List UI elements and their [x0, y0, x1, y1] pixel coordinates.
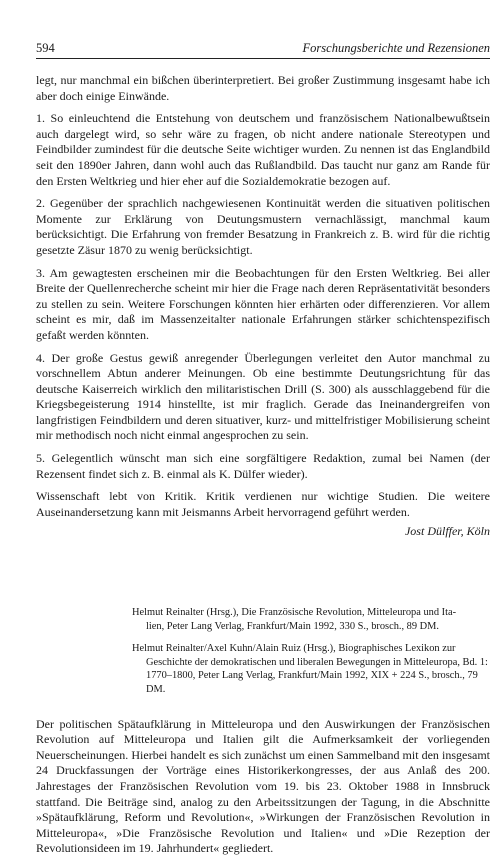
citation-1-first-line: Helmut Reinalter (Hrsg.), Die Französische Revolution, Mitteleuropa und Ita-	[132, 607, 457, 619]
paragraph-point-2: 2. Gegenüber der sprachlich nachgewiesenen Kontinuität werden die situativen politischen Momente zur Erklärung von Deutungsmustern vernachlässigt, manchmal kaum berücksichtigt. Die Erfahrung von fremder Besatzung in Frankreich z. B. wird für die richtig gesetzte Zäsur 1870 zu wenig berücksichtigt.	[36, 196, 490, 257]
citation-2	[132, 642, 490, 696]
page-number: 594	[36, 41, 55, 55]
review-body	[36, 73, 490, 520]
paragraph-continuation: legt, nur manchmal ein bißchen überinterpretiert. Bei großer Zustimmung insgesamt habe ich aber doch einige Einwände.	[36, 73, 490, 103]
paragraph-point-3: 3. Am gewagtesten erscheinen mir die Beobachtungen für den Ersten Weltkrieg. Bei aller Breite der Quellenrecherche scheint mir hier die Frage nach deren Repräsentativität besonders zu stellen zu sein. Weitere Forschungen könnten hier erhärten oder differenzieren. Vor allem scheint es mir, daß im Massenzeitalter nationale Erfahrungen stärker schichtenspezifisch gefaßt werden könnten.	[36, 265, 490, 342]
paragraph-point-4: 4. Der große Gestus gewiß anregender Überlegungen verleitet den Autor manchmal zu vorschnellem Abtun anderer Meinungen. Ob eine bestimmte Deutungsrichtung für das deutsche Kaiserreich wirklich den militaristischen Drill (S. 300) als ausschlaggebend für die Kriegsbegeisterung 1914 hinstellte, ist mir fraglich. Gerade das Ineinandergreifen von langfristigen Feindbildern und deren situativer, kurz- und mittelfristiger Mobilisierung scheint mir methodisch noch nicht einmal angesprochen zu sein.	[36, 350, 490, 443]
page-header	[36, 40, 490, 59]
paragraph-point-5: 5. Gelegentlich wünscht man sich eine sorgfältigere Redaktion, zumal bei Namen (der Rezensent findet sich z. B. einmal als K. Dülfer wieder).	[36, 451, 490, 481]
citation-2-continuation: Geschichte der demokratischen und liberalen Bewegungen in Mitteleuropa, Bd. 1: 1770–1800, Peter Lang Verlag, Frankfurt/Main 1992, XIX + 224 S., brosch., 79 DM.	[146, 656, 488, 695]
citation-1-continuation: lien, Peter Lang Verlag, Frankfurt/Main 1992, 330 S., brosch., 89 DM.	[146, 620, 440, 632]
book-citations	[132, 606, 490, 697]
new-review-body	[36, 717, 490, 857]
paragraph-conclusion: Wissenschaft lebt von Kritik. Kritik verdienen nur wichtige Studien. Die weitere Auseinandersetzung kann mit Jeismanns Arbeit hervorragend geführt werden.	[36, 489, 490, 519]
citation-2-first-line: Helmut Reinalter/Axel Kuhn/Alain Ruiz (Hrsg.), Biographisches Lexikon zur	[132, 643, 456, 655]
review-paragraph: Der politischen Spätaufklärung in Mitteleuropa und den Auswirkungen der Französischen Revolution auf Mitteleuropa und Italien gilt die Aufmerksamkeit der vorliegenden Neuerscheinungen. Hierbei handelt es sich zunächst um einen Sammelband mit den insgesamt 24 Druckfassungen der Vorträge eines Historikerkongresses, der aus Anlaß des 200. Jahrestages der Französischen Revolution vom 19. bis 23. Oktober 1988 in Innsbruck stattfand. Die Beiträge sind, analog zu den Arbeitssitzungen der Tagung, in die Abschnitte »Spätaufklärung, Reform und Revolution«, »Wirkungen der Französischen Revolution in Mitteleuropa«, »Die Französische Revolution und Italien« und »Die Rezeption der Revolutionsideen im 19. Jahrhundert« gegliedert.	[36, 716, 490, 856]
document-page	[36, 40, 490, 857]
citation-1	[132, 606, 490, 633]
reviewer-signature: Jost Dülffer, Köln	[404, 524, 490, 539]
paragraph-point-1: 1. So einleuchtend die Entstehung von deutschem und französischem Nationalbewußtsein auch dargelegt wird, so sehr wäre zu fragen, ob nicht andere nationale Stereotypen und Feindbilder zumindest für die deutsche Seite wichtiger wurden. Zu nennen ist das Englandbild seit den 1890er Jahren, dann wohl auch das Rußlandbild. Das taucht nur ganz am Rande für den Ersten Weltkrieg und hier eher auf die Sozialdemokratie bezogen auf.	[36, 111, 490, 188]
running-head: Forschungsberichte und Rezensionen	[302, 41, 490, 55]
